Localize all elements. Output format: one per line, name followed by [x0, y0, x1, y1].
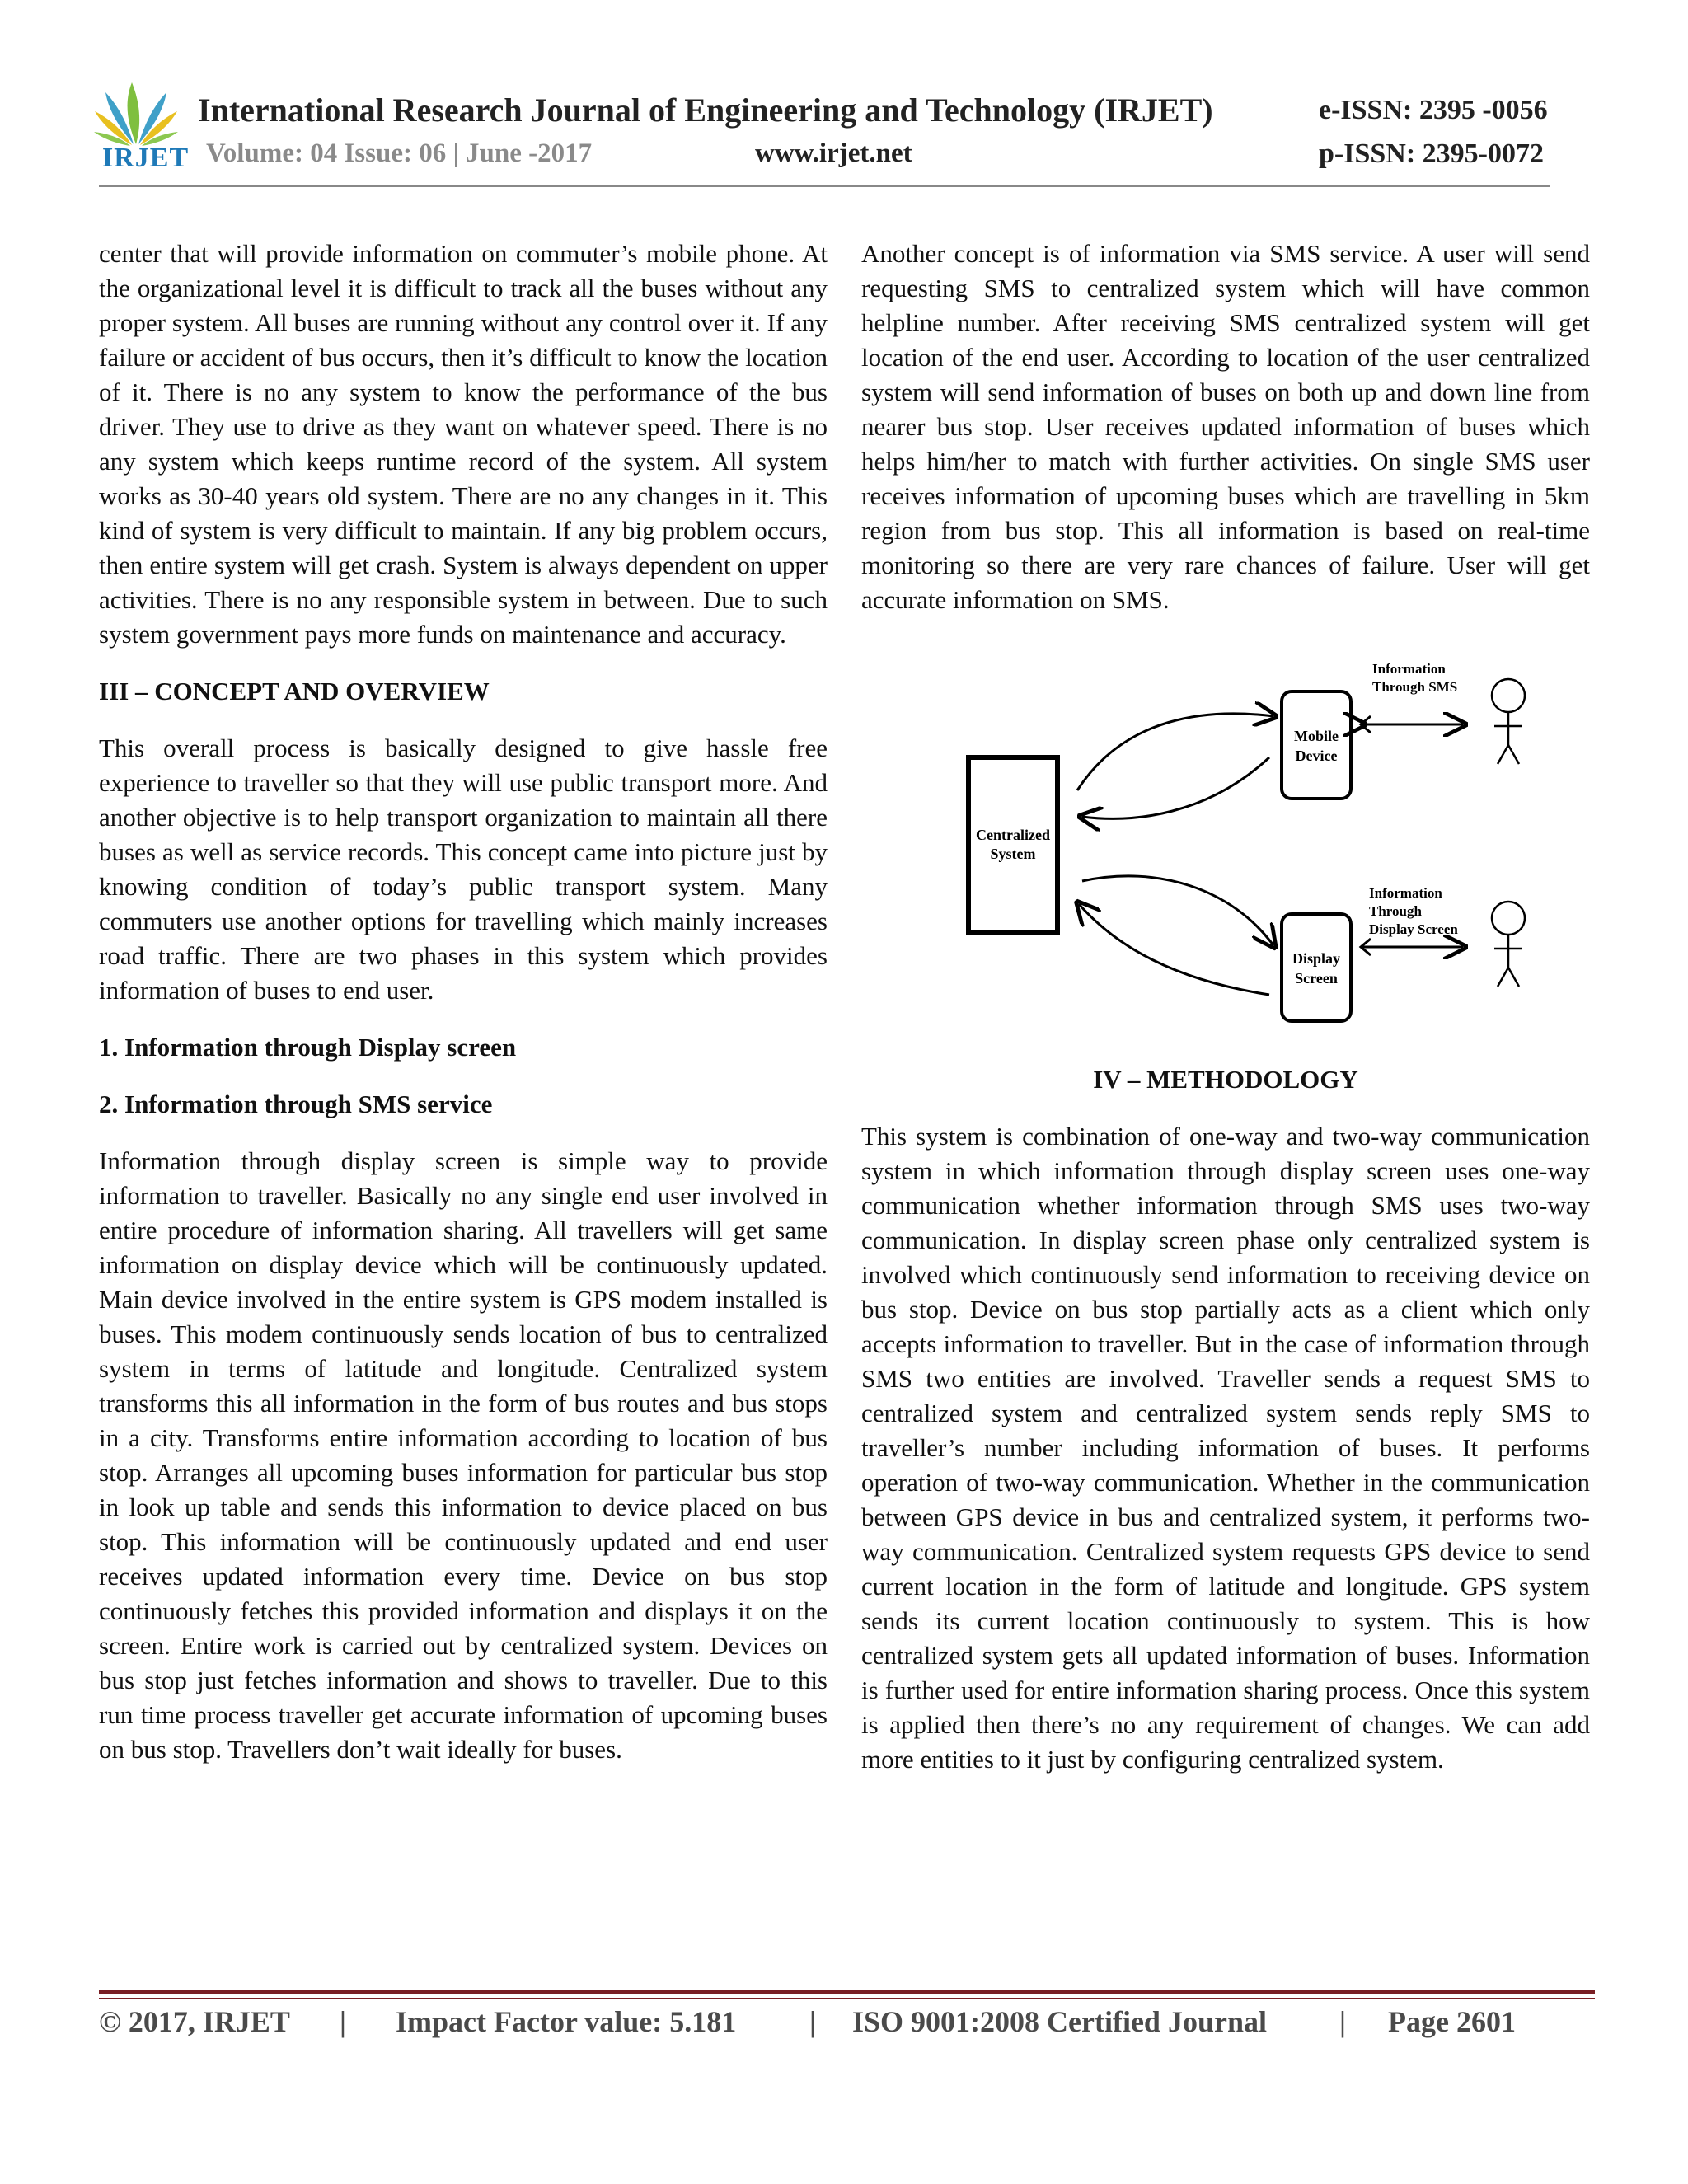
arrow-from-display: [1079, 904, 1269, 995]
arrow-from-mobile: [1082, 757, 1269, 818]
sms-info-label-2: Through SMS: [1372, 679, 1458, 695]
paragraph: Information through display screen is simple way to provide information to traveller. Basically no any single end user involved in entire procedure of information sharing. All travellers will get same information on display device which will be continuously updated. Main device involved in the entire system is GPS modem installed is buses. This modem continuously sends location of bus to centralized system in terms of latitude and longitude. Centralized system transforms this all information in the form of bus routes and bus stops in a city. Transforms entire information according to location of bus stop. Arranges all upcoming buses information for particular bus stop in look up table and sends this information to device placed on bus stop. This information will be continuously updated and end user receives updated information every time. Device on bus stop continuously fetches this provided information and displays it on the screen. Entire work is carried out by centralized system. Devices on bus stop just fetches information and shows to traveller. Due to this run time process traveller get accurate information of upcoming buses on bus stop. Travellers don’t wait ideally for buses.: [99, 1146, 828, 1764]
centralized-system-box: [968, 757, 1057, 932]
display-info-label-2: Through: [1369, 903, 1422, 919]
list-item: 2. Information through SMS service: [99, 1090, 493, 1118]
system-diagram: [861, 634, 1590, 1062]
system-diagram-svg: [861, 634, 1590, 1062]
centralized-label-2: System: [990, 846, 1036, 862]
page-footer: [99, 2004, 1595, 2046]
footer-divider-thin: [99, 1998, 1595, 1999]
section-heading: III – CONCEPT AND OVERVIEW: [99, 677, 490, 705]
impact-factor: Impact Factor value: 5.181: [396, 2005, 737, 2038]
mobile-device-box: [1282, 691, 1351, 799]
page-number: Page 2601: [1388, 2005, 1516, 2038]
paragraph: This system is combination of one-way and two-way communication system in which information through display screen uses one-way communication whether information through SMS uses two-way communication. In display screen phase only centralized system is involved which continuously send information to receiving device on bus stop. Device on bus stop partially acts as a client which only accepts information to traveller. But in the case of information through SMS two entities are involved. Traveller sends a request SMS to centralized system and centralized system sends reply SMS to traveller’s number including information of buses. It performs operation of two-way communication. Whether in the communication between GPS device in bus and centralized system, it performs two-way communication. Centralized system requests GPS device to send current location in the form of latitude and longitude. GPS system sends its current location continuously to system. This is how centralized system gets all updated information of buses. Information is further used for entire information sharing process. Once this system is applied then there’s no any requirement of changes. We can add more entities to it just by configuring centralized system.: [861, 1122, 1590, 1774]
journal-website-link[interactable]: www.irjet.net: [755, 138, 912, 168]
leaf-logo-icon: [91, 74, 181, 148]
volume-issue: Volume: 04 Issue: 06 | June -2017: [206, 138, 593, 168]
paragraph: This overall process is basically designed to give hassle free experience to traveller so that they will use public transport more. And another objective is to help transport organization to maintain all there buses as well as service records. This concept came into picture just by knowing condition of today’s public transport system. Many commuters use another options for travelling which mainly increases road traffic. There are two phases in this system which provides information of buses to end user.: [99, 733, 828, 1005]
display-info-label-1: Information: [1369, 885, 1442, 901]
journal-title: International Research Journal of Engineering and Technology (IRJET): [198, 91, 1213, 129]
right-column: [861, 237, 1590, 1777]
display-info-label-3: Display Screen: [1369, 921, 1458, 937]
centralized-label-1: Centralized: [976, 827, 1050, 843]
page-header: [91, 74, 1558, 190]
p-issn: p-ISSN: 2395-0072: [1319, 138, 1544, 169]
display-label-2: Screen: [1295, 970, 1338, 987]
header-divider: [99, 185, 1550, 187]
paragraph: Another concept is of information via SMS service. A user will send requesting SMS to centralized system which will have common helpline number. After receiving SMS centralized system will get location of the end user. According to location of the user centralized system will send information of buses on both up and down line from nearer bus stop. User receives updated information of buses which helps him/her to match with further activities. On single SMS user receives information of upcoming buses which are travelling in 5km region from bus stop. This all information is based on real-time monitoring so there are very rare chances of failure. User will get accurate information on SMS.: [861, 239, 1590, 614]
traveller-person-icon: [1492, 902, 1525, 987]
footer-separator: |: [1339, 2005, 1346, 2038]
footer-separator: |: [340, 2005, 346, 2038]
logo-text: IRJET: [102, 143, 190, 173]
footer-divider: [99, 1990, 1595, 1994]
mobile-label-2: Device: [1295, 748, 1338, 764]
display-screen-box: [1282, 914, 1351, 1021]
section-heading: IV – METHODOLOGY: [1093, 1065, 1358, 1094]
paragraph: center that will provide information on commuter’s mobile phone. At the organizational level it is difficult to track all the buses without any proper system. All buses are running without any control over it. If any failure or accident of bus occurs, then it’s difficult to know the location of it. There is no any system to know the performance of the bus driver. They use to drive as they want on whatever speed. There is no any system which keeps runtime record of the system. All system works as 30-40 years old system. There are no any changes in it. This kind of system is very difficult to maintain. If any big problem occurs, then entire system will get crash. System is always dependent on upper activities. There is no any responsible system in between. Due to such system government pays more funds on maintenance and accuracy.: [99, 239, 828, 649]
irjet-logo: [91, 74, 190, 173]
user-person-icon: [1492, 679, 1525, 764]
e-issn: e-ISSN: 2395 -0056: [1319, 95, 1548, 125]
footer-separator: |: [809, 2005, 816, 2038]
display-label-1: Display: [1292, 950, 1341, 967]
copyright: © 2017, IRJET: [99, 2005, 290, 2038]
left-column: [99, 237, 828, 1767]
iso-certification: ISO 9001:2008 Certified Journal: [852, 2005, 1267, 2038]
list-item: 1. Information through Display screen: [99, 1033, 517, 1062]
mobile-label-1: Mobile: [1294, 728, 1339, 744]
sms-info-label-1: Information: [1372, 661, 1446, 677]
